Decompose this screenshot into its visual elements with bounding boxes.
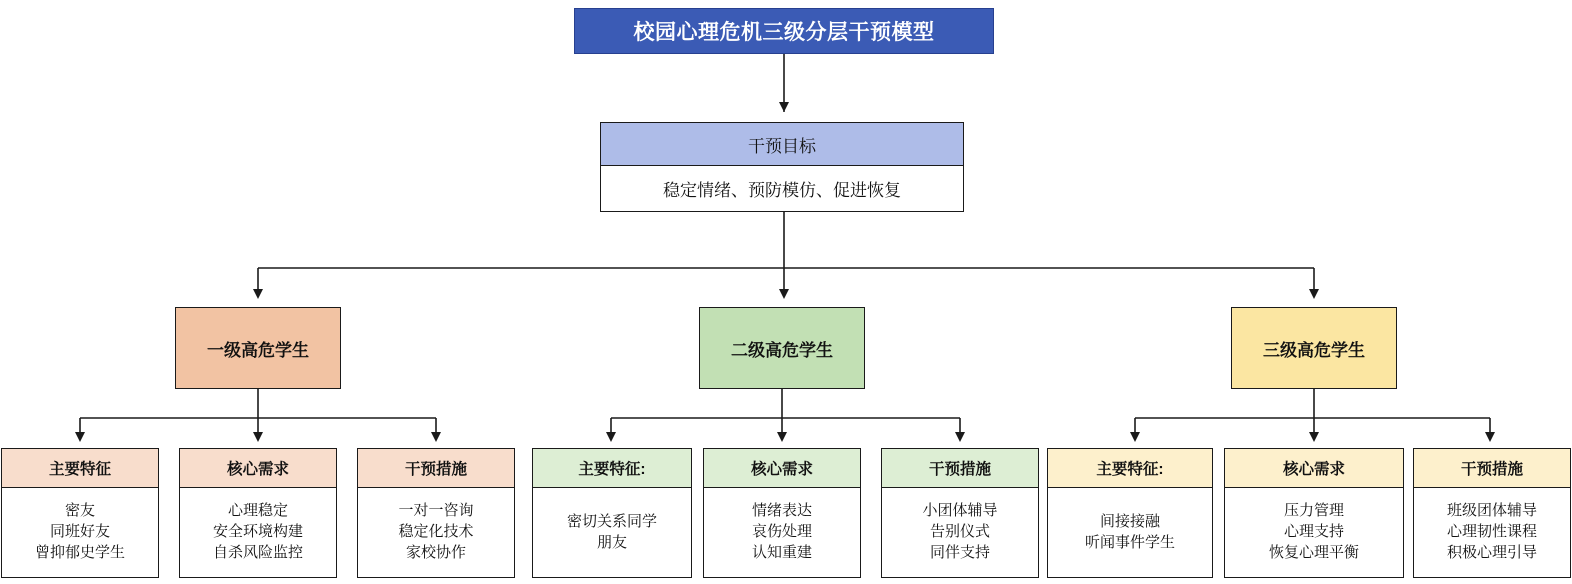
leaf-line: 心理支持 [1283,523,1344,541]
leaf-header: 核心需求 [704,449,860,488]
leaf-line: 安全环境构建 [212,523,303,541]
leaf-node-1-features [1,448,159,578]
leaf-header: 主要特征: [533,449,691,488]
leaf-line: 积极心理引导 [1446,543,1537,561]
leaf-body [1048,488,1212,577]
diagram-title-text: 校园心理危机三级分层干预模型 [633,21,935,44]
leaf-node-1-needs [179,448,337,578]
leaf-line: 同伴支持 [929,543,990,561]
leaf-line: 情绪表达 [751,502,812,520]
leaf-line: 密友 [64,502,95,520]
leaf-body [1414,488,1570,577]
leaf-node-2-features [532,448,692,578]
leaf-body [358,488,514,577]
leaf-header: 干预措施 [358,449,514,488]
leaf-line: 朋友 [596,533,627,551]
leaf-line: 自杀风险监控 [212,543,303,561]
leaf-header: 主要特征 [2,449,158,488]
leaf-node-2-needs [703,448,861,578]
leaf-header: 主要特征: [1048,449,1212,488]
leaf-line: 听闻事件学生 [1084,533,1175,551]
leaf-line: 一对一咨询 [398,502,474,520]
leaf-node-1-measures [357,448,515,578]
level-node-2 [699,307,865,389]
leaf-line: 家校协作 [405,543,466,561]
intervention-goal-node [600,122,964,212]
leaf-body [180,488,336,577]
level-node-3 [1231,307,1397,389]
leaf-line: 稳定化技术 [398,523,474,541]
leaf-header: 干预措施 [1414,449,1570,488]
level-node-1 [175,307,341,389]
leaf-node-3-features [1047,448,1213,578]
leaf-body [704,488,860,577]
intervention-goal-body: 稳定情绪、预防模仿、促进恢复 [663,181,901,200]
leaf-body [882,488,1038,577]
leaf-line: 哀伤处理 [751,523,812,541]
leaf-header: 核心需求 [1225,449,1403,488]
leaf-line: 心理韧性课程 [1446,523,1537,541]
leaf-line: 恢复心理平衡 [1268,543,1359,561]
leaf-line: 告别仪式 [929,523,990,541]
level-label-3: 三级高危学生 [1263,340,1365,360]
leaf-header: 核心需求 [180,449,336,488]
leaf-line: 密切关系同学 [566,512,657,530]
leaf-line: 同班好友 [49,523,110,541]
leaf-body [2,488,158,577]
level-label-2: 二级高危学生 [731,340,833,360]
leaf-line: 班级团体辅导 [1446,502,1537,520]
leaf-line: 压力管理 [1283,502,1344,520]
leaf-line: 曾抑郁史学生 [34,543,125,561]
level-label-1: 一级高危学生 [207,340,309,360]
leaf-line: 间接接融 [1099,512,1160,530]
leaf-line: 小团体辅导 [922,502,998,520]
leaf-body [533,488,691,577]
intervention-goal-header: 干预目标 [601,123,963,166]
leaf-header: 干预措施 [882,449,1038,488]
leaf-node-2-measures [881,448,1039,578]
diagram-title-node [574,8,994,54]
leaf-body [1225,488,1403,577]
leaf-node-3-needs [1224,448,1404,578]
leaf-line: 认知重建 [751,543,812,561]
leaf-line: 心理稳定 [227,502,288,520]
leaf-node-3-measures [1413,448,1571,578]
